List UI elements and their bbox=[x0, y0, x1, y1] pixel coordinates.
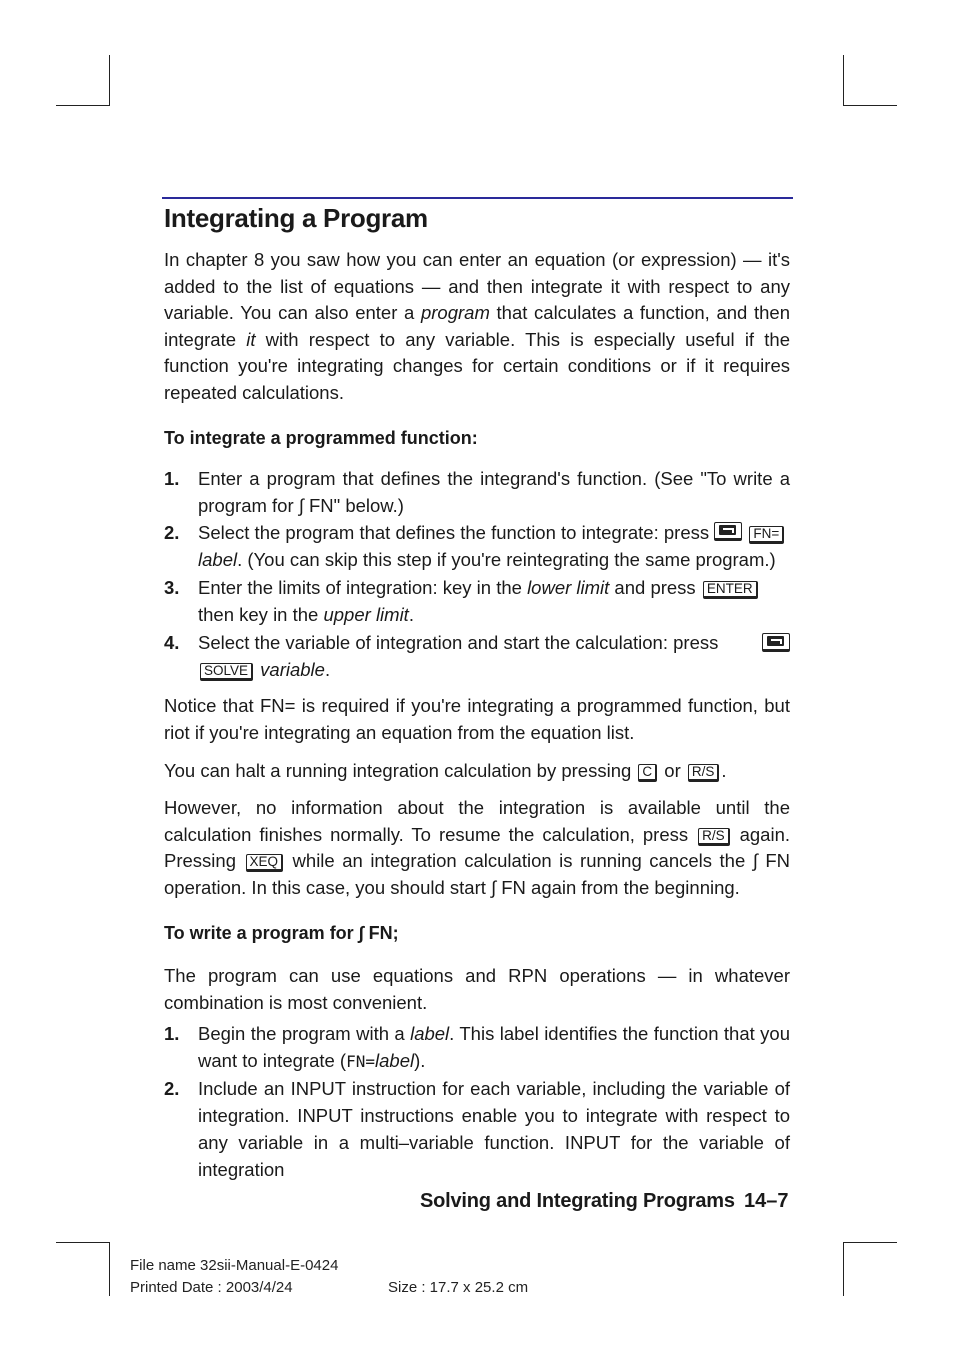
step-4: 4. Select the variable of integration and start the calculation: press SOLVE variable. bbox=[164, 629, 790, 683]
crop-mark bbox=[843, 1242, 897, 1243]
step-2: 2. Select the program that defines the function to integrate: press FN= label. (You can skip this step if you're reintegrating the same program.) bbox=[164, 519, 790, 573]
page-title: Integrating a Program bbox=[164, 203, 428, 233]
title-rule bbox=[162, 197, 793, 199]
right-shift-key-icon bbox=[762, 633, 790, 652]
crop-mark bbox=[56, 1242, 110, 1243]
program-intro-paragraph: The program can use equations and RPN operations — in whatever combination is most convenient. bbox=[164, 965, 790, 1013]
crop-mark bbox=[843, 55, 844, 106]
enter-key: ENTER bbox=[703, 581, 758, 599]
section-heading: To write a program for ∫ FN; bbox=[164, 923, 399, 943]
page-number: 14–7 bbox=[744, 1190, 789, 1212]
crop-mark bbox=[843, 105, 897, 106]
step-1: 1. Enter a program that defines the integrand's function. (See "To write a program for ∫ FN" below.) bbox=[164, 468, 790, 516]
footer-chapter-title: Solving and Integrating Programs bbox=[420, 1190, 735, 1212]
crop-mark bbox=[109, 1242, 110, 1296]
xeq-key: XEQ bbox=[246, 854, 284, 872]
solve-key: SOLVE bbox=[200, 663, 253, 681]
fn-key: FN= bbox=[749, 526, 784, 544]
step-3: 3. Enter the limits of integration: key in the lower limit and press ENTER then key in the upper limit. bbox=[164, 574, 790, 628]
run-stop-key: R/S bbox=[698, 828, 730, 846]
write-step-2: 2. Include an INPUT instruction for each variable, including the variable of integration. INPUT instructions enable you to integrate with respect to any variable in a multi–variable function. INPUT for the variable of integration bbox=[164, 1078, 790, 1180]
notice-paragraph: Notice that FN= is required if you're integrating a programmed function, but riot if you're integrating an equation from the equation list. bbox=[164, 695, 790, 743]
meta-printed-date: Printed Date : 2003/4/24 bbox=[130, 1279, 293, 1296]
crop-mark bbox=[109, 55, 110, 106]
crop-mark bbox=[56, 105, 110, 106]
meta-size: Size : 17.7 x 25.2 cm bbox=[388, 1279, 529, 1296]
however-paragraph: However, no information about the integration is available until the calculation finishes normally. To resume the calculation, press R/S again. Pressing XEQ while an integration calculation is running cancels the ∫ FN operation. In this case, you should start ∫ FN again from the beginning. bbox=[164, 797, 790, 898]
meta-file-name: File name 32sii-Manual-E-0424 bbox=[130, 1257, 339, 1274]
right-shift-key-icon bbox=[714, 522, 742, 541]
c-key: C bbox=[638, 764, 657, 782]
write-step-1: 1. Begin the program with a label. This label identifies the function that you want to integrate (FN=label). bbox=[164, 1023, 790, 1071]
crop-mark bbox=[843, 1242, 844, 1296]
intro-paragraph: In chapter 8 you saw how you can enter an equation (or expression) — it's added to the list of equations — and then integrate it with respect to any variable. You can also enter a program that calculates a function, and then integrate it with respect to any variable. This is especially useful if the function you're integrating changes for certain conditions or if it requires repeated calculations. bbox=[164, 249, 791, 403]
section-heading: To integrate a programmed function: bbox=[164, 428, 478, 448]
run-stop-key: R/S bbox=[688, 764, 720, 782]
halt-paragraph: You can halt a running integration calculation by pressing C or R/S . bbox=[164, 760, 727, 781]
